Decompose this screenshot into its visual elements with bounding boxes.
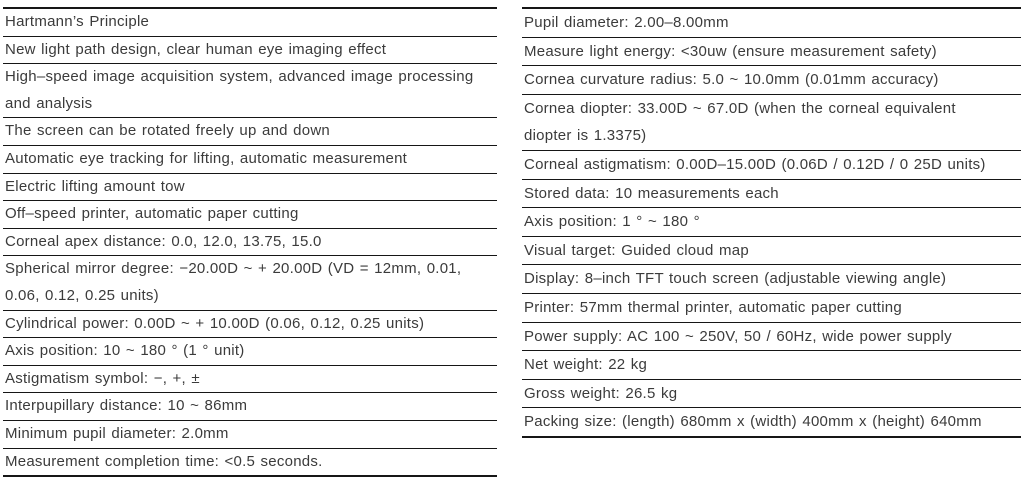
spec-row-min-pupil-diameter [3, 421, 497, 449]
spec-row-principle [3, 9, 497, 37]
spec-column-left [3, 7, 497, 477]
spec-row-text: Corneal apex distance: 0.0, 12.0, 13.75, 15.0 [5, 232, 322, 250]
spec-row-cornea-curvature-radius [522, 66, 1021, 95]
spec-row-electric-lifting [3, 174, 497, 202]
spec-row-text: Packing size: (length) 680mm x (width) 400mm x (height) 640mm [524, 413, 982, 431]
spec-row-astigmatism-symbol [3, 366, 497, 394]
spec-row-cylindrical-power [3, 311, 497, 339]
spec-row-text: Electric lifting amount tow [5, 177, 185, 195]
spec-row-gross-weight [522, 380, 1021, 409]
spec-row-text: High–speed image acquisition system, advanced image processing [5, 68, 474, 86]
spec-row-visual-target [522, 237, 1021, 266]
spec-row-text: Hartmann’s Principle [5, 13, 150, 30]
spec-row-text: Automatic eye tracking for lifting, automatic measurement [5, 149, 408, 167]
spec-row-text: Cornea diopter: 33.00D ~ 67.0D (when the corneal equivalent [524, 99, 956, 117]
spec-column-right [522, 7, 1021, 438]
spec-row-corneal-apex-distance [3, 229, 497, 257]
spec-row-text: Stored data: 10 measurements each [524, 184, 779, 202]
spec-row-text: Axis position: 1 ° ~ 180 ° [524, 213, 700, 231]
spec-row-text: New light path design, clear human eye imaging effect [5, 40, 387, 58]
spec-row-interpupillary-distance [3, 393, 497, 421]
spec-row-text: Visual target: Guided cloud map [524, 241, 749, 259]
spec-row-light-path [3, 37, 497, 65]
spec-row-cornea-diopter [522, 95, 1021, 151]
spec-row-text: Measurement completion time: <0.5 seconds. [5, 452, 323, 470]
spec-row-power-supply [522, 323, 1021, 352]
spec-row-text: Axis position: 10 ~ 180 ° (1 ° unit) [5, 342, 245, 360]
spec-row-text: Astigmatism symbol: −, +, ± [5, 369, 200, 387]
spec-row-display [522, 265, 1021, 294]
spec-row-text: Spherical mirror degree: −20.00D ~ + 20.00D (VD = 12mm, 0.01, [5, 260, 462, 278]
spec-row-text: Measure light energy: <30uw (ensure measurement safety) [524, 42, 937, 60]
spec-row-printer-cutting [3, 201, 497, 229]
spec-row-text: Printer: 57mm thermal printer, automatic paper cutting [524, 298, 902, 316]
spec-row-spherical-mirror-degree [3, 256, 497, 310]
spec-row-axis-position-right [522, 208, 1021, 237]
spec-row-eye-tracking [3, 146, 497, 174]
spec-row-text: Pupil diameter: 2.00–8.00mm [524, 14, 729, 31]
spec-row-net-weight [522, 351, 1021, 380]
spec-row-text: and analysis [5, 94, 93, 112]
spec-row-packing-size [522, 408, 1021, 438]
spec-row-stored-data [522, 180, 1021, 209]
spec-row-text: Power supply: AC 100 ~ 250V, 50 / 60Hz, wide power supply [524, 327, 952, 345]
spec-row-text: Corneal astigmatism: 0.00D–15.00D (0.06D / 0.12D / 0 25D units) [524, 155, 986, 173]
spec-row-text: The screen can be rotated freely up and down [5, 122, 331, 140]
spec-row-text: Gross weight: 26.5 kg [524, 384, 678, 402]
spec-row-measurement-time [3, 449, 497, 478]
spec-row-corneal-astigmatism [522, 151, 1021, 180]
spec-row-thermal-printer [522, 294, 1021, 323]
spec-row-text: Interpupillary distance: 10 ~ 86mm [5, 397, 248, 415]
spec-row-pupil-diameter [522, 9, 1021, 38]
spec-row-image-acquisition [3, 64, 497, 118]
spec-row-text: Cylindrical power: 0.00D ~ + 10.00D (0.06, 0.12, 0.25 units) [5, 314, 425, 332]
spec-row-text: Net weight: 22 kg [524, 356, 648, 374]
spec-row-text: Cornea curvature radius: 5.0 ~ 10.0mm (0.01mm accuracy) [524, 71, 939, 89]
spec-row-text: Display: 8–inch TFT touch screen (adjustable viewing angle) [524, 270, 947, 288]
spec-row-axis-position-left [3, 338, 497, 366]
spec-row-screen-rotation [3, 118, 497, 146]
spec-row-text: diopter is 1.3375) [524, 127, 647, 145]
spec-row-text: 0.06, 0.12, 0.25 units) [5, 286, 159, 304]
spec-row-text: Minimum pupil diameter: 2.0mm [5, 424, 229, 442]
spec-row-measure-light-energy [522, 38, 1021, 67]
spec-row-text: Off–speed printer, automatic paper cutting [5, 205, 299, 223]
